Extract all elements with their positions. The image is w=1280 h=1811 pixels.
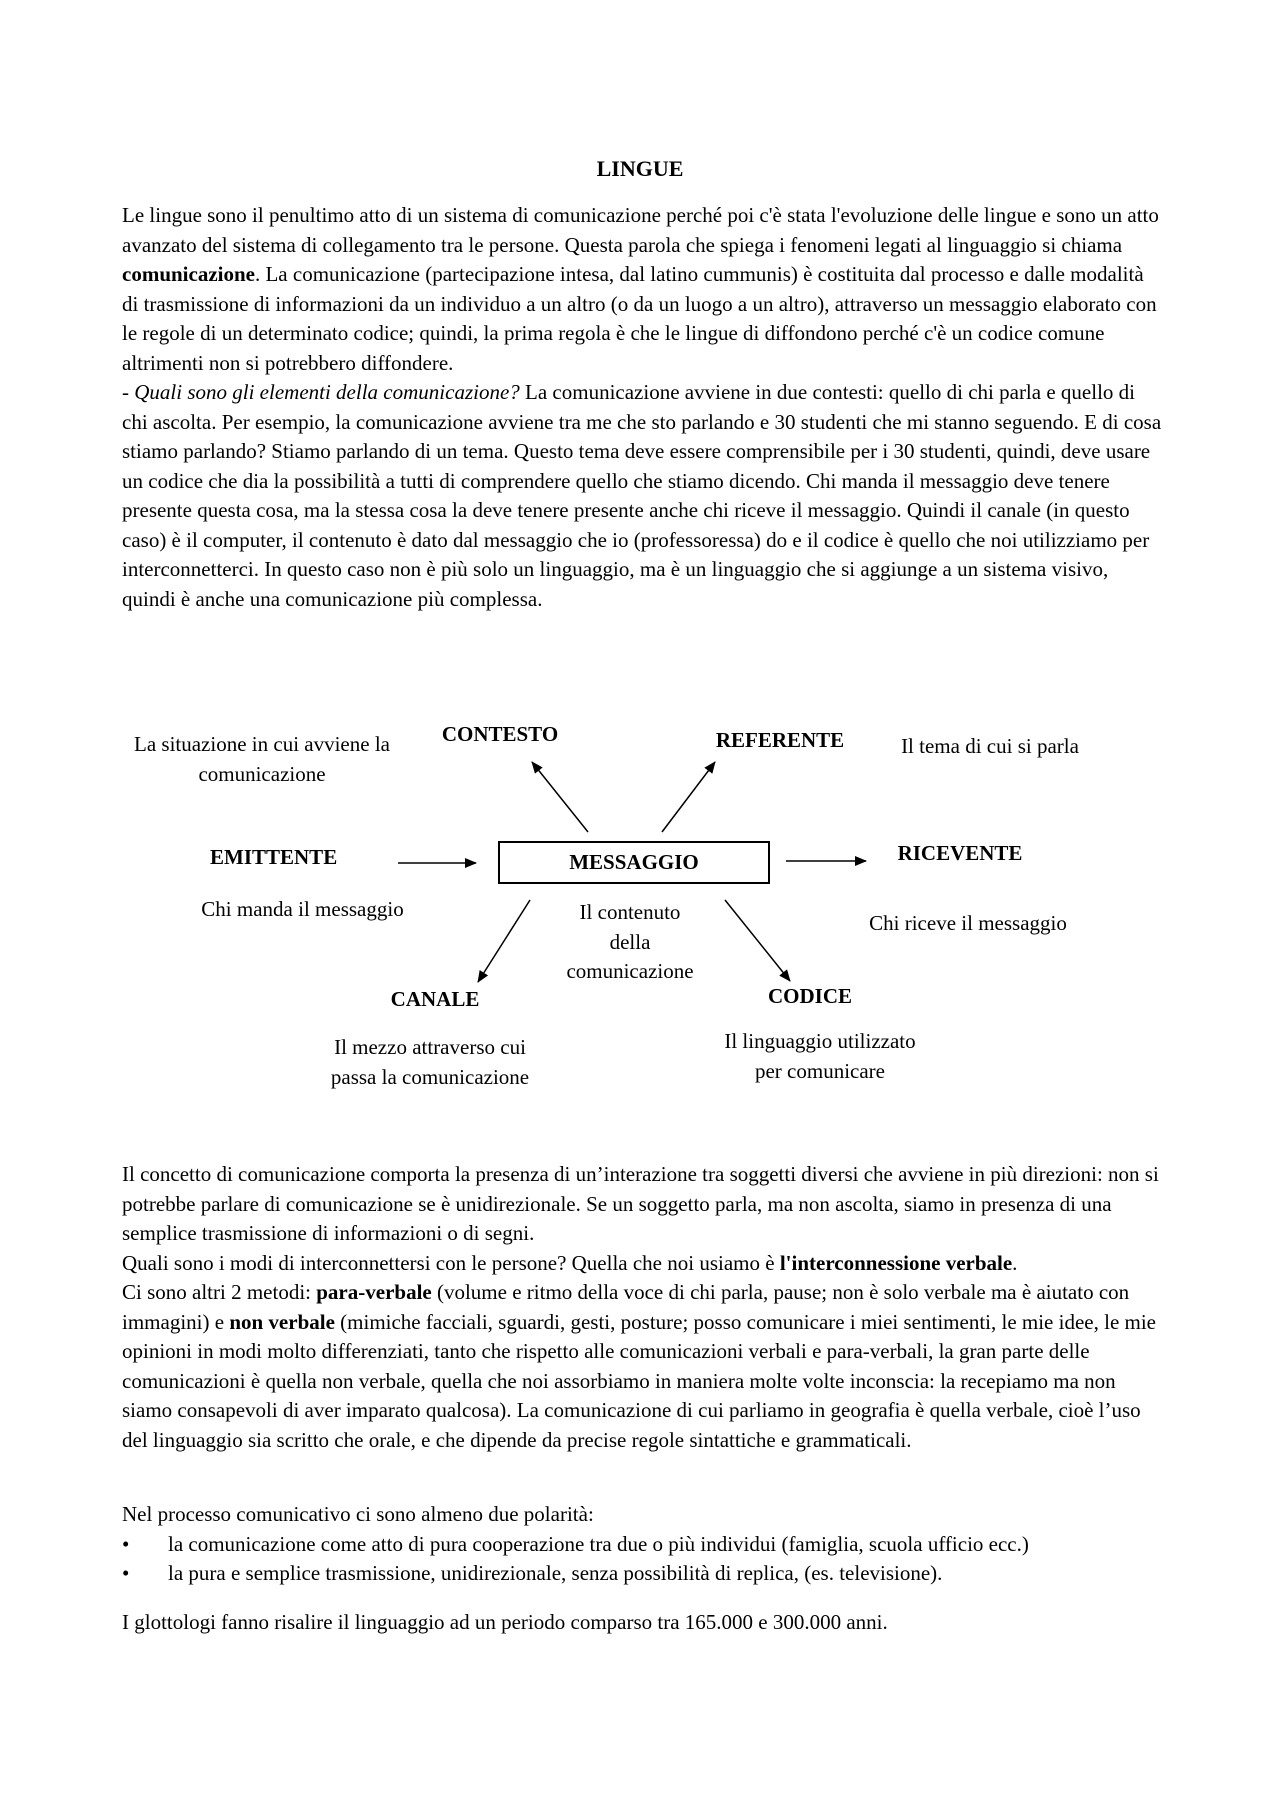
bold-term: non verbale: [229, 1309, 335, 1334]
codice-label: CODICE: [767, 984, 852, 1008]
description-line: Il mezzo attraverso cui: [334, 1035, 526, 1059]
description-line: per comunicare: [754, 1058, 885, 1083]
description-line: La situazione in cui avviene la: [134, 732, 390, 756]
description-line: Il contenuto: [579, 900, 681, 924]
messaggio-description: [530, 898, 730, 987]
closing-section: [122, 1608, 1162, 1638]
bullet-icon: •: [122, 1531, 130, 1556]
text-run: (mimiche facciali, sguardi, gesti, posture; posso comunicare i miei sentimenti, le mie idee, le mie opinioni in modi molto differenziati, tanto che rispetto alle comunicazioni verbali e para-verbali, la gran parte delle comunicazioni è quella non verbale, quella che noi assorbiamo in maniera molte volte inconscia: la recepiamo ma non siamo consapevoli di aver imparato qualcosa). La comunicazione di cui parliamo in geografia è quella verbale, cioè l’uso del linguaggio sia scritto che orale, e che dipende da precise regole sintattiche e grammaticali.: [122, 1309, 1156, 1452]
intro-paragraph-2: [122, 378, 1162, 614]
emittente-description: Chi manda il messaggio: [201, 897, 404, 921]
ricevente-description: Chi riceve il messaggio: [869, 911, 1067, 935]
bold-term: para-verbale: [316, 1280, 432, 1304]
bullet-icon: •: [122, 1561, 130, 1585]
canale-description: [300, 1033, 560, 1092]
intro-paragraph-1: [122, 201, 1162, 378]
bold-term: l'interconnessione verbale: [779, 1250, 1013, 1275]
canale-label: CANALE: [390, 987, 480, 1011]
text-run: Le lingue sono il penultimo atto di un sistema di comunicazione perché poi c'è stata l'evoluzione delle lingue e sono un atto avanzato del sistema di collegamento tra le persone. Questa parola che spiega i fenomeni legati al linguaggio si chiama: [122, 203, 1159, 257]
polarity-section: [122, 1500, 1162, 1589]
contesto-description: [108, 730, 416, 789]
description-line: passa la comunicazione: [330, 1064, 530, 1089]
list-item-text: la pura e semplice trasmissione, unidirezionale, senza possibilità di replica, (es. televisione).: [168, 1561, 943, 1585]
referente-label: REFERENTE: [715, 728, 845, 752]
contesto-label: CONTESTO: [441, 722, 559, 746]
text-run: .: [1012, 1250, 1018, 1275]
arrow-to-canale: [478, 900, 530, 982]
polarity-list: [122, 1530, 1162, 1589]
list-item-text: la comunicazione come atto di pura cooperazione tra due o più individui (famiglia, scuola ufficio ecc.): [168, 1531, 1029, 1556]
bold-term: comunicazione: [122, 262, 255, 286]
list-item: [122, 1559, 1162, 1589]
body-paragraph-metodi: [122, 1278, 1162, 1455]
polarity-intro: Nel processo comunicativo ci sono almeno due polarità:: [122, 1502, 594, 1526]
arrow-to-contesto: [532, 762, 588, 832]
list-item: [122, 1530, 1162, 1560]
description-line: comunicazione: [566, 959, 694, 983]
codice-description: [690, 1027, 950, 1086]
body-paragraph-modi: [122, 1249, 1162, 1279]
page-title: LINGUE: [596, 156, 684, 181]
italic-question: Quali sono gli elementi della comunicazione?: [134, 380, 520, 404]
text-run: . La comunicazione (partecipazione intesa, dal latino cummunis) è costituita dal processo e dalle modalità di trasmissione di informazioni da un individuo a un altro (o da un luogo a un altro), attraverso un messaggio elaborato con le regole di un determinato codice; quindi, la prima regola è che le lingue di diffondono perché c'è un codice comune altrimenti non si potrebbero diffondere.: [122, 262, 1157, 375]
text-run: Ci sono altri 2 metodi:: [122, 1280, 317, 1304]
text-run: (volume e ritmo della voce di chi parla, pause; non è solo verbale ma è aiutato con immagini) e: [122, 1280, 1130, 1334]
closing-paragraph: I glottologi fanno risalire il linguaggio ad un periodo comparso tra 165.000 e 300.000 anni.: [122, 1610, 888, 1634]
referente-description: Il tema di cui si parla: [901, 734, 1079, 758]
messaggio-box: MESSAGGIO: [498, 841, 770, 884]
arrow-to-referente: [662, 762, 715, 832]
description-line: Il linguaggio utilizzato: [724, 1029, 916, 1053]
dash: -: [122, 380, 135, 404]
body-section: [122, 1160, 1162, 1455]
body-paragraph-interazione: Il concetto di comunicazione comporta la presenza di un’interazione tra soggetti diversi che avviene in più direzioni: non si potrebbe parlare di comunicazione se è unidirezionale. Se un soggetto parla, ma non ascolta, siamo in presenza di una semplice trasmissione di informazioni o di segni.: [122, 1162, 1159, 1245]
intro-section: [122, 201, 1162, 614]
text-run: Quali sono i modi di interconnettersi con le persone? Quella che noi usiamo è: [122, 1250, 780, 1275]
emittente-label: EMITTENTE: [210, 845, 338, 869]
arrow-to-codice: [725, 900, 790, 981]
description-line: della: [609, 929, 651, 954]
description-line: comunicazione: [198, 761, 326, 786]
communication-diagram: [0, 690, 1280, 1130]
ricevente-label: RICEVENTE: [897, 841, 1023, 865]
text-run: La comunicazione avviene in due contesti: quello di chi parla e quello di chi ascolta. Per esempio, la comunicazione avviene tra me che sto parlando e 30 studenti che mi stanno seguendo. E di cosa stiamo parlando? Stiamo parlando di un tema. Questo tema deve essere comprensibile per i 30 studenti, quindi, deve usare un codice che dia la possibilità a tutti di comprendere quello che stiamo dicendo. Chi manda il messaggio deve tenere presente questa cosa, ma la stessa cosa la deve tenere presente anche chi riceve il messaggio. Quindi il canale (in questo caso) è il computer, il contenuto è dato dal messaggio che io (professoressa) do e il codice è quello che noi utilizziamo per interconnetterci. In questo caso non è più solo un linguaggio, ma è un linguaggio che si aggiunge a un sistema visivo, quindi è anche una comunicazione più complessa.: [122, 380, 1162, 611]
